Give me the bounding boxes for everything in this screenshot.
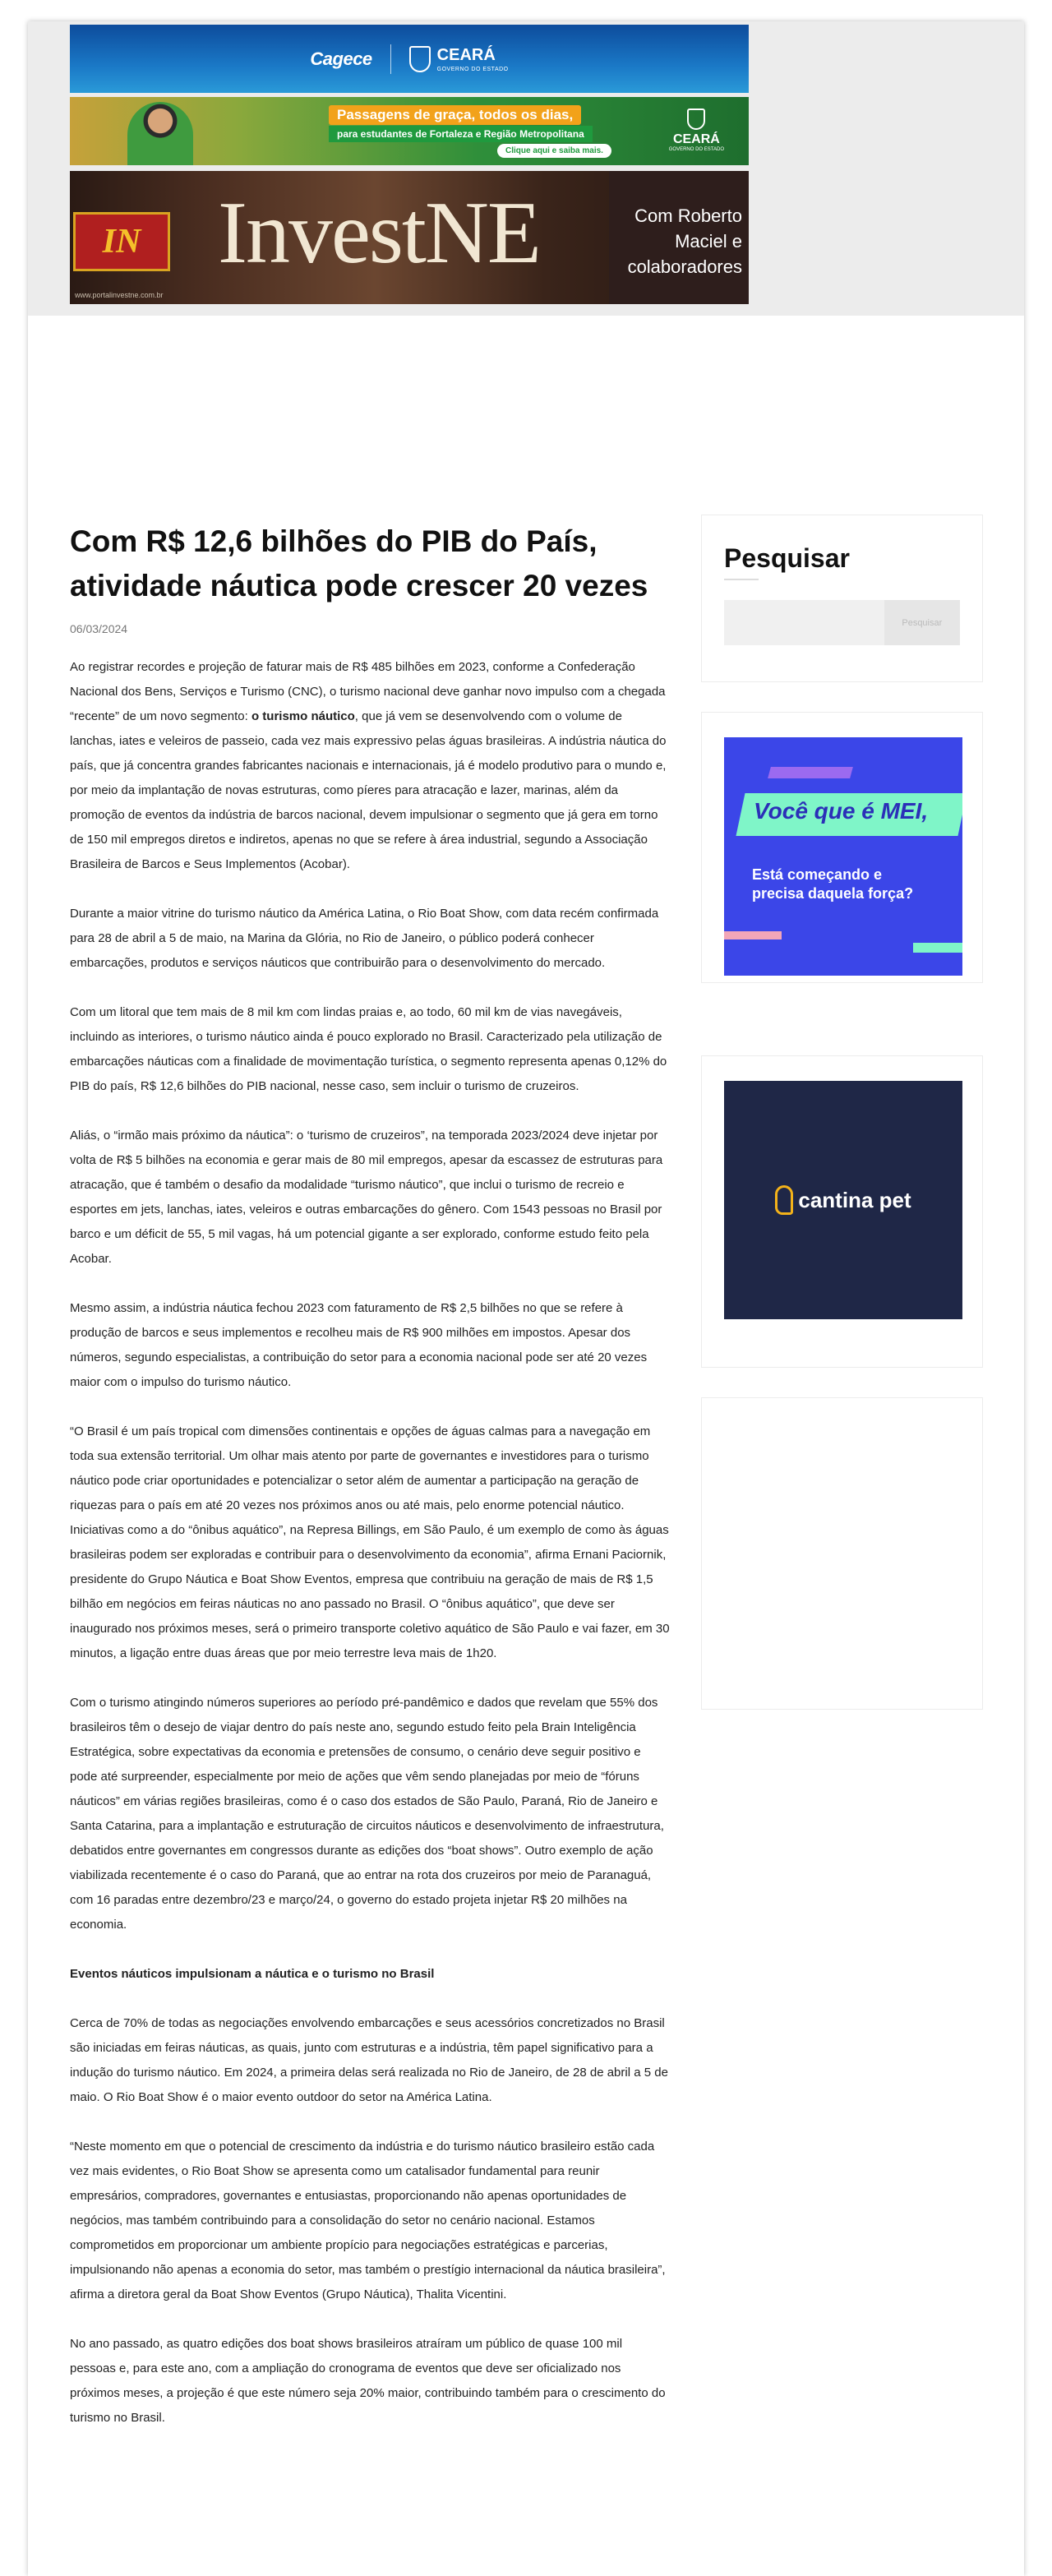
- ceara-logo: [409, 46, 509, 72]
- cantina-pet-name: cantina pet: [798, 1187, 911, 1212]
- investne-side-text: [609, 171, 749, 304]
- cantina-pet-widget: [701, 1055, 983, 1368]
- gov-text: CEARÁ: [672, 132, 720, 146]
- search-widget: [701, 515, 983, 682]
- decor-strip: [913, 943, 962, 953]
- search-button[interactable]: Pesquisar: [884, 600, 960, 645]
- investne-banner[interactable]: [70, 171, 749, 304]
- banner-area: [28, 21, 1024, 316]
- ceara-text: CEARÁ: [436, 45, 496, 64]
- paragraph-5: Mesmo assim, a indústria náutica fechou 2023 com faturamento de R$ 2,5 bilhões no que se refere à produção de barcos e seus implementos e recolheu mais de R$ 900 milhões em impostos. Apesar dos números, segundo especialistas, a contribuição do setor para a economia nacional pode ser até 20 vezes maior com o impulso do turismo náutico.: [70, 1301, 648, 1390]
- paragraph-10: No ano passado, as quatro edições dos boat shows brasileiros atraíram um público de quase 100 mil pessoas e, para este ano, com a ampliação do cronograma de eventos que deve ser oficializado nos próximos meses, a projeção é que este número seja 20% maior, contribuindo também para o crescimento do turismo no Brasil.: [70, 2337, 666, 2426]
- paragraph-3: Com um litoral que tem mais de 8 mil km com lindas praias e, ao todo, 60 mil km de vias navegáveis, incluindo as interiores, o turismo náutico ainda é pouco explorado no Brasil. Caracterizado pela utilização de embarcações náuticas com a finalidade de movimentação turística, o segmento representa apenas 0,12% do PIB do país, R$ 12,6 bilhões do PIB nacional, nesse caso, sem incluir o turismo de cruzeiros.: [70, 1005, 667, 1094]
- ceara-emblem-icon: [687, 108, 705, 130]
- highlight-turismo-nautico: o turismo náutico: [251, 709, 355, 724]
- mei-headline: Você que é MEI,: [754, 798, 929, 824]
- article: [70, 519, 670, 2455]
- article-body: [70, 655, 670, 2431]
- passagens-banner[interactable]: [70, 97, 749, 165]
- paragraph-9: “Neste momento em que o potencial de crescimento da indústria e do turismo náutico brasileiro estão cada vez mais evidentes, o Rio Boat Show se apresenta como um catalisador fundamental para reunir empresários, compradores, governantes e entusiastas, proporcionando não apenas oportunidades de negócios, mas também contribuindo para a consolidação do setor no cenário nacional. Estamos comprometidos em proporcionar um ambiente propício para negociações estratégicas e parcerias, impulsionando não apenas a economia do setor, mas também o prestígio internacional da náutica brasileira”, afirma a diretora geral da Boat Show Eventos (Grupo Náutica), Thalita Vicentini.: [70, 2140, 666, 2302]
- decor-strip: [768, 767, 853, 778]
- page-container: [28, 21, 1024, 2576]
- cagece-banner[interactable]: [70, 25, 749, 93]
- banner-divider: [390, 44, 391, 74]
- paragraph-1: Ao registrar recordes e projeção de faturar mais de R$ 485 bilhões em 2023, conforme a Confederação Nacional dos Bens, Serviços e Turismo (CNC), o turismo nacional deve ganhar novo impulso com a chegada “recente” de um novo segmento: o turismo náutico, que já vem se desenvolvendo com o volume de lanchas, iates e veleiros de passeio, cada vez mais expressivo pelas águas brasileiras. A indústria náutica do país, que já concentra grandes fabricantes nacionais e internacionais, já é modelo produtivo para o mundo e, por meio da implantação de novas estruturas, como píeres para atracação e lazer, marinas, além da promoção de eventos da indústria de barcos nacional, devem impulsionar o segmento que já gera em torno de 150 mil empregos diretos e indiretos, apenas no que se refere à área industrial, segundo a Associação Brasileira de Barcos e Seus Implementos (Acobar).: [70, 660, 667, 872]
- search-input[interactable]: [724, 600, 884, 645]
- gov-subtext: GOVERNO DO ESTADO: [668, 147, 724, 152]
- paragraph-4: Aliás, o “irmão mais próximo da náutica”: o ‘turismo de cruzeiros”, na temporada 2023/2024 deve injetar por volta de R$ 5 bilhões na economia e gerar mais de 80 mil empregos, apesar da escassez de estruturas para atracação, que é também o desafio da modalidade “turismo náutico”, que inclui o turismo de recreio e esportes em jets, lanchas, iates, veleiros e outras embarcações do gênero. Com 1543 pessoas no Brasil por barco e um déficit de 55, 5 mil vagas, há um potencial gigante a ser explorado, conforme estudo feito pela Acobar.: [70, 1129, 663, 1267]
- mei-ad-widget: [701, 712, 983, 983]
- paragraph-6: “O Brasil é um país tropical com dimensões continentais e opções de águas calmas para a navegação em toda sua extensão territorial. Um olhar mais atento por parte de governantes e investidores para o turismo náutico pode criar oportunidades e potencializar o setor além de aumentar a participação na geração de riquezas para o país em até 20 vezes nos próximos anos ou até mais, pelo enorme potencial náutico. Iniciativas como a do “ônibus aquático”, na Represa Billings, em São Paulo, é um exemplo de como às águas brasileiras podem ser exploradas e contribuir para o desenvolvimento da economia”, afirma Ernani Paciornik, presidente do Grupo Náutica e Boat Show Eventos, empresa que contribuiu na geração de mais de R$ 1,5 bilhão em negócios em feiras náuticas no ano passado no Brasil. O “ônibus aquático”, que deve ser inaugurado nos próximos meses, será o primeiro transporte coletivo aquático de São Paulo e vai fazer, em 30 minutos, a ligação entre duas áreas que por meio terrestre leva mais de 1h20.: [70, 1424, 670, 1661]
- cantina-pet-ad[interactable]: [724, 1081, 962, 1319]
- mei-text: [752, 866, 913, 904]
- side-line-1: Com Roberto: [634, 205, 742, 226]
- investne-brand: InvestNE: [218, 184, 540, 282]
- ceara-gov-logo: [669, 108, 724, 152]
- search-title: Pesquisar: [724, 543, 850, 573]
- empty-ad-widget: [701, 1397, 983, 1710]
- passagens-subline: para estudantes de Fortaleza e Região Metropolitana: [329, 126, 593, 142]
- paragraph-8: Cerca de 70% de todas as negociações envolvendo embarcações e seus acessórios concretizados no Brasil são iniciadas em feiras náuticas, as quais, junto com estruturas e a indústria, têm papel significativo para a indução do turismo náutico. Em 2024, a primeira delas será realizada no Rio de Janeiro, de 28 de abril a 5 de maio. O Rio Boat Show é o maior evento outdoor do setor na América Latina.: [70, 2016, 668, 2105]
- ceara-subtext: GOVERNO DO ESTADO: [436, 66, 509, 72]
- cagece-logo: Cagece: [310, 48, 372, 69]
- mei-ad[interactable]: [724, 737, 962, 976]
- mei-line-1: Está começando e: [752, 866, 883, 883]
- paragraph-2: Durante a maior vitrine do turismo náutico da América Latina, o Rio Boat Show, com data recém confirmada para 28 de abril a 5 de maio, na Marina da Glória, no Rio de Janeiro, o público poderá conhecer embarcações, produtos e serviços náuticos que contribuirão para o desenvolvimento do mercado.: [70, 907, 659, 971]
- passagens-cta[interactable]: Clique aqui e saiba mais.: [497, 144, 611, 158]
- passagens-headline: Passagens de graça, todos os dias,: [329, 105, 581, 125]
- side-line-3: colaboradores: [627, 256, 742, 277]
- investne-url: www.portalinvestne.com.br: [75, 291, 164, 299]
- article-date: 06/03/2024: [70, 622, 128, 636]
- mei-line-2: precisa daquela força?: [752, 885, 914, 903]
- decor-strip: [724, 931, 782, 939]
- article-subheading: Eventos náuticos impulsionam a náutica e o turismo no Brasil: [70, 1967, 435, 1982]
- paragraph-7: Com o turismo atingindo números superiores ao período pré-pandêmico e dados que revelam que 55% dos brasileiros têm o desejo de viajar dentro do país neste ano, segundo estudo feito pela Brain Inteligência Estratégica, sobre expectativas da economia e pretensões de consumo, o cenário deve seguir positivo e pode até surpreender, especialmente por meio de ações que vêm sendo planejadas por meio de “fóruns náuticos” em várias regiões brasileiras, como é o caso dos estados de São Paulo, Paraná, Rio de Janeiro e Santa Catarina, para a implantação e estruturação de circuitos náuticos e desenvolvimento de infraestrutura, debatidos entre governantes em congressos durante as edições dos “boat shows”. Outro exemplo de ação viabilizada recentemente é o caso do Paraná, que ao entrar na rota dos cruzeiros por meio de Paranaguá, com 16 paradas entre dezembro/23 e março/24, o governo do estado projeta injetar R$ 20 milhões na economia.: [70, 1696, 664, 1932]
- article-title: Com R$ 12,6 bilhões do PIB do País, atividade náutica pode crescer 20 vezes: [70, 524, 648, 602]
- title-underline: [724, 579, 759, 580]
- side-line-2: Maciel e: [675, 230, 742, 252]
- ceara-emblem-icon: [409, 46, 431, 72]
- in-logo: IN: [73, 212, 170, 271]
- student-photo: [127, 102, 193, 165]
- dog-icon: [775, 1185, 793, 1215]
